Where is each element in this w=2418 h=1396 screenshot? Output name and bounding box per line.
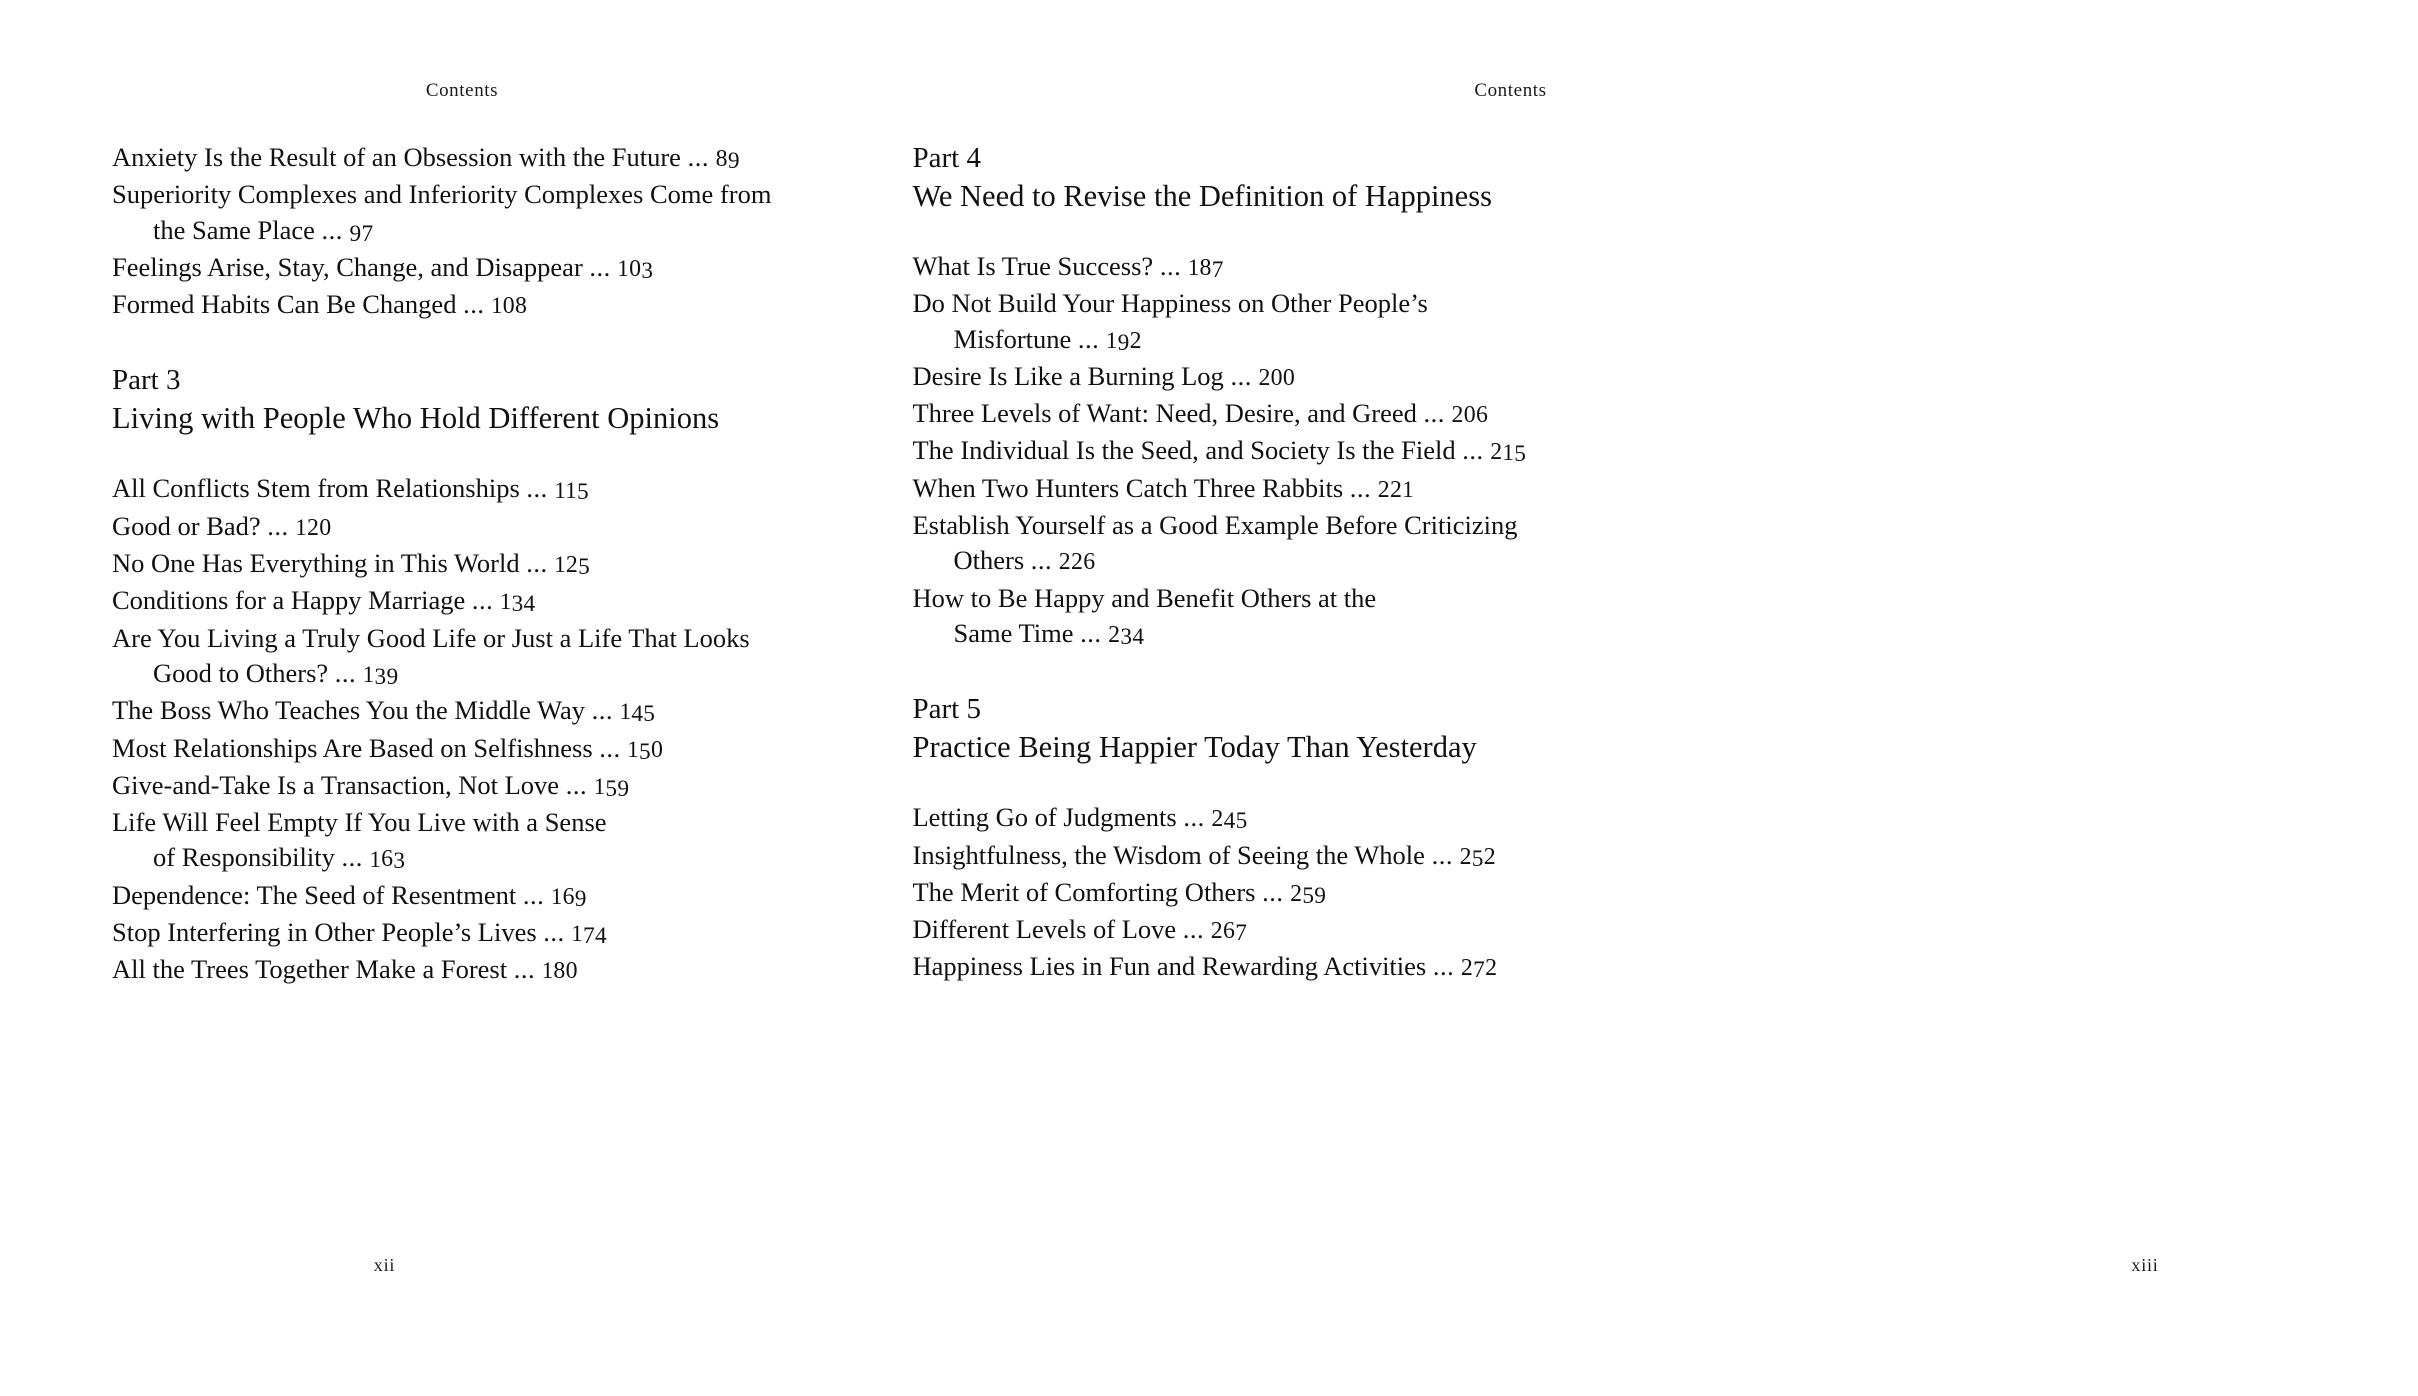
toc-entry[interactable] xyxy=(913,949,1653,986)
toc-entry-line: All Conflicts Stem from Relationships ... 115 xyxy=(112,473,589,506)
toc-entry-line: Happiness Lies in Fun and Rewarding Activities ... 272 xyxy=(912,951,1498,984)
toc-entry-line: How to Be Happy and Benefit Others at the xyxy=(912,582,1377,613)
toc-entry[interactable] xyxy=(112,509,832,546)
toc-entry[interactable] xyxy=(112,731,832,768)
toc-entry-list-part-3 xyxy=(112,471,832,989)
part-heading-block-5 xyxy=(913,691,1653,766)
toc-entry[interactable] xyxy=(112,583,832,620)
toc-entry[interactable] xyxy=(112,915,832,952)
folio-verso: xii xyxy=(373,1255,396,1275)
toc-entry[interactable] xyxy=(913,800,1653,837)
page-recto xyxy=(912,0,2159,1396)
toc-entry-line: When Two Hunters Catch Three Rabbits ... 221 xyxy=(912,472,1414,503)
folio-recto: xiii xyxy=(2131,1255,2159,1275)
part-title-5: Practice Being Happier Today Than Yesterday xyxy=(912,730,1477,765)
toc-entry[interactable] xyxy=(112,693,832,730)
toc-entry[interactable] xyxy=(913,838,1653,875)
toc-entry[interactable] xyxy=(913,249,1653,286)
running-head-verso: Contents xyxy=(425,80,499,101)
toc-entry-line: Superiority Complexes and Inferiority Complexes Come from xyxy=(112,179,772,210)
toc-entry-continuation: Misfortune ... 192 xyxy=(953,323,1142,356)
toc-entry-line: Life Will Feel Empty If You Live with a Sense xyxy=(112,807,607,838)
toc-entry-continuation: Others ... 226 xyxy=(953,545,1096,576)
toc-entry-line: Formed Habits Can Be Changed ... 108 xyxy=(112,289,528,320)
toc-entry-line: Desire Is Like a Burning Log ... 200 xyxy=(912,360,1296,391)
toc-entry-line: Letting Go of Judgments ... 245 xyxy=(912,802,1248,835)
toc-entry[interactable] xyxy=(112,471,832,508)
toc-entry-line: Are You Living a Truly Good Life or Just a Life That Looks xyxy=(112,622,750,653)
toc-entry[interactable] xyxy=(112,140,832,177)
toc-entry-line: The Individual Is the Seed, and Society Is the Field ... 215 xyxy=(912,435,1527,468)
toc-entry-line: The Merit of Comforting Others ... 259 xyxy=(912,876,1327,909)
toc-entry-line: Three Levels of Want: Need, Desire, and Greed ... 206 xyxy=(912,398,1489,429)
toc-entry[interactable] xyxy=(112,546,832,583)
toc-entry-list-continued xyxy=(112,140,832,324)
toc-entry[interactable] xyxy=(112,621,832,694)
toc-entry-line: Stop Interfering in Other People’s Lives ... 174 xyxy=(112,917,607,950)
part-heading-block-3 xyxy=(112,362,832,437)
toc-entry[interactable] xyxy=(112,177,832,250)
toc-entry[interactable] xyxy=(913,433,1653,470)
part-title-3: Living with People Who Hold Different Opinions xyxy=(112,401,720,436)
toc-entry-line: Anxiety Is the Result of an Obsession with the Future ... 89 xyxy=(112,142,740,174)
toc-entry-line: All the Trees Together Make a Forest ... 180 xyxy=(112,954,578,985)
toc-entry-line: Give-and-Take Is a Transaction, Not Love ... 159 xyxy=(112,769,630,802)
toc-entry[interactable] xyxy=(913,396,1653,433)
toc-entry-line: What Is True Success? ... 187 xyxy=(912,251,1224,283)
toc-entry-line: Insightfulness, the Wisdom of Seeing the Whole ... 252 xyxy=(912,839,1496,872)
toc-entry-line: Conditions for a Happy Marriage ... 134 xyxy=(112,585,536,618)
toc-entry-line: Do Not Build Your Happiness on Other People’s xyxy=(912,288,1428,319)
toc-entry-line: Establish Yourself as a Good Example Before Criticizing xyxy=(912,510,1518,541)
toc-body-recto xyxy=(913,140,1653,987)
toc-entry[interactable] xyxy=(112,768,832,805)
page-verso xyxy=(0,0,961,1396)
toc-entry-list-part-5 xyxy=(913,800,1653,986)
running-head-recto: Contents xyxy=(1474,80,1547,101)
part-number-5: Part 5 xyxy=(912,693,981,726)
toc-entry-continuation: the Same Place ... 97 xyxy=(153,214,374,247)
toc-entry-line: Good or Bad? ... 120 xyxy=(112,510,332,541)
toc-entry-line: Feelings Arise, Stay, Change, and Disappear ... 103 xyxy=(112,251,654,284)
toc-entry-continuation: of Responsibility ... 163 xyxy=(153,842,406,875)
toc-body-verso xyxy=(112,140,832,990)
part-title-4: We Need to Revise the Definition of Happiness xyxy=(912,179,1492,213)
toc-entry-line: Different Levels of Love ... 267 xyxy=(912,914,1248,947)
toc-entry[interactable] xyxy=(913,471,1653,508)
toc-entry-continuation: Good to Others? ... 139 xyxy=(153,657,399,690)
part-heading-block-4 xyxy=(913,140,1653,215)
toc-entry[interactable] xyxy=(913,581,1653,654)
toc-entry[interactable] xyxy=(112,287,832,324)
toc-entry-line: Most Relationships Are Based on Selfishness ... 150 xyxy=(112,732,664,765)
toc-entry[interactable] xyxy=(913,359,1653,396)
toc-entry-list-part-4 xyxy=(913,249,1653,653)
toc-entry-line: Dependence: The Seed of Resentment ... 169 xyxy=(112,879,587,912)
toc-entry-line: The Boss Who Teaches You the Middle Way ... 145 xyxy=(112,695,656,728)
toc-entry[interactable] xyxy=(112,250,832,287)
toc-entry[interactable] xyxy=(913,875,1653,912)
toc-entry-continuation: Same Time ... 234 xyxy=(953,617,1145,650)
toc-entry[interactable] xyxy=(913,912,1653,949)
toc-entry-line: No One Has Everything in This World ... 125 xyxy=(112,548,591,581)
toc-entry[interactable] xyxy=(112,805,832,878)
toc-entry[interactable] xyxy=(913,508,1653,581)
part-number-3: Part 3 xyxy=(112,364,181,397)
part-number-4: Part 4 xyxy=(912,142,981,174)
toc-entry[interactable] xyxy=(913,286,1653,359)
toc-entry[interactable] xyxy=(112,952,832,989)
toc-entry[interactable] xyxy=(112,878,832,915)
